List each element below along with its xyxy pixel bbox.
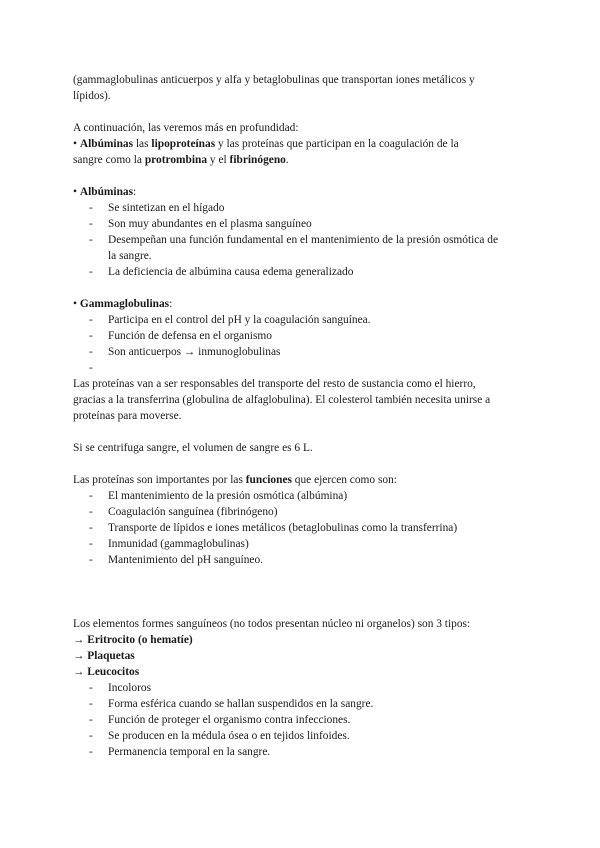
list-item: [89, 681, 151, 695]
list-item-text: Se sintetizan en el hígado: [108, 202, 225, 214]
text: .: [285, 154, 289, 166]
dash: -: [89, 746, 93, 758]
funciones-heading: [73, 473, 397, 487]
bullet: •: [73, 138, 77, 150]
dash: -: [89, 218, 93, 230]
bullet: •: [73, 298, 77, 310]
transport-line-2: gracias a la transferrina (globulina de alfaglobulina). El colesterol también necesita unirse a: [73, 394, 491, 406]
list-item-text: Se producen en la médula ósea o en tejidos linfoides.: [108, 730, 350, 742]
list-item-text: Incoloros: [108, 682, 152, 694]
dash: -: [89, 330, 93, 342]
dash: -: [89, 490, 93, 502]
list-item-continuation: la sangre.: [108, 250, 152, 262]
list-item: [89, 201, 224, 215]
arrow-icon: →: [73, 634, 85, 646]
term-albuminas: Albúminas: [79, 138, 134, 150]
list-item: [89, 553, 263, 567]
list-item-text: Coagulación sanguínea (fibrinógeno): [108, 506, 278, 518]
dash: -: [89, 346, 93, 358]
text: sangre como la: [73, 154, 145, 166]
list-item: [89, 329, 272, 343]
colon: :: [169, 298, 173, 310]
dash: -: [89, 506, 93, 518]
gammaglobulinas-heading: [73, 297, 172, 311]
list-item-text: Función de proteger el organismo contra infecciones.: [108, 714, 351, 726]
list-item: [89, 233, 498, 247]
arrow-icon: →: [73, 650, 85, 662]
term-lipoproteinas: lipoproteínas: [151, 138, 216, 150]
dash: -: [89, 522, 93, 534]
list-item-text: Forma esférica cuando se hallan suspendidos en la sangre.: [108, 698, 374, 710]
list-item: [89, 521, 457, 535]
list-item: [89, 697, 373, 711]
text: las: [133, 138, 152, 150]
term-protrombina: protrombina: [144, 154, 208, 166]
list-item-text: El mantenimiento de la presión osmótica (albúmina): [108, 490, 348, 502]
dash: -: [89, 314, 93, 326]
elementos-heading: Los elementos formes sanguíneos (no todos presentan núcleo ni organelos) son 3 tipos:: [73, 618, 471, 630]
list-item-text: Inmunidad (gammaglobulinas): [108, 538, 249, 550]
type-label: Plaquetas: [87, 650, 135, 662]
list-item-text: Función de defensa en el organismo: [108, 330, 272, 342]
continuation-line-2: [73, 153, 289, 167]
intro-line-1: (gammaglobulinas anticuerpos y alfa y betaglobulinas que transportan iones metálicos y: [73, 74, 475, 86]
continuation-heading: A continuación, las veremos más en profundidad:: [73, 122, 299, 134]
term-funciones: funciones: [245, 474, 292, 486]
text: y el: [207, 154, 230, 166]
albuminas-heading: [73, 185, 136, 199]
text: Las proteínas son importantes por las: [73, 474, 246, 486]
transport-line-3: proteínas para moverse.: [73, 410, 182, 422]
gammaglobulinas-title: Gammaglobulinas: [79, 298, 170, 310]
list-item: [89, 217, 312, 231]
dash: -: [89, 698, 93, 710]
list-item: [89, 537, 249, 551]
list-item-text: Son muy abundantes en el plasma sanguíneo: [108, 218, 312, 230]
list-item-text: La deficiencia de albúmina causa edema generalizado: [108, 266, 354, 278]
dash: -: [89, 730, 93, 742]
list-item: [89, 729, 350, 743]
term-fibrinogeno: fibrinógeno: [229, 154, 286, 166]
albuminas-title: Albúminas: [79, 186, 134, 198]
continuation-line-1: [73, 137, 459, 151]
list-item-text: Desempeñan una función fundamental en el mantenimiento de la presión osmótica de: [108, 234, 499, 246]
list-item-empty: [89, 361, 108, 375]
list-item: [89, 265, 353, 279]
colon: :: [133, 186, 137, 198]
text: que ejercen como son:: [291, 474, 397, 486]
type-leucocitos: [73, 665, 139, 679]
arrow-icon: →: [73, 666, 85, 678]
list-item: [89, 713, 350, 727]
type-plaquetas: [73, 649, 135, 663]
intro-line-2: lípidos).: [73, 90, 111, 102]
dash: -: [89, 682, 93, 694]
list-item-text: Permanencia temporal en la sangre.: [108, 746, 271, 758]
dash: -: [89, 362, 93, 374]
dash: -: [89, 266, 93, 278]
type-label: Leucocitos: [87, 666, 140, 678]
list-item: [89, 345, 280, 359]
list-item: [89, 489, 347, 503]
type-label: Eritrocito (o hematíe): [87, 634, 193, 646]
transport-line-1: Las proteínas van a ser responsables del transporte del resto de sustancia como el hierro,: [73, 378, 476, 390]
centrifuga-text: Si se centrifuga sangre, el volumen de sangre es 6 L.: [73, 442, 313, 454]
text: y las proteínas que participan en la coagulación de la: [215, 138, 459, 150]
dash: -: [89, 234, 93, 246]
dash: -: [89, 554, 93, 566]
list-item-text: Participa en el control del pH y la coagulación sanguínea.: [108, 314, 371, 326]
bullet: •: [73, 186, 77, 198]
dash: -: [89, 202, 93, 214]
list-item: [89, 313, 371, 327]
list-item: [89, 745, 270, 759]
dash: -: [89, 538, 93, 550]
list-item-text: Son anticuerpos → inmunoglobulinas: [108, 346, 281, 358]
list-item: [89, 505, 278, 519]
dash: -: [89, 714, 93, 726]
type-eritrocito: [73, 633, 193, 647]
list-item-text: Transporte de lípidos e iones metálicos (betaglobulinas como la transferrina): [108, 522, 458, 534]
list-item-text: Mantenimiento del pH sanguíneo.: [108, 554, 264, 566]
